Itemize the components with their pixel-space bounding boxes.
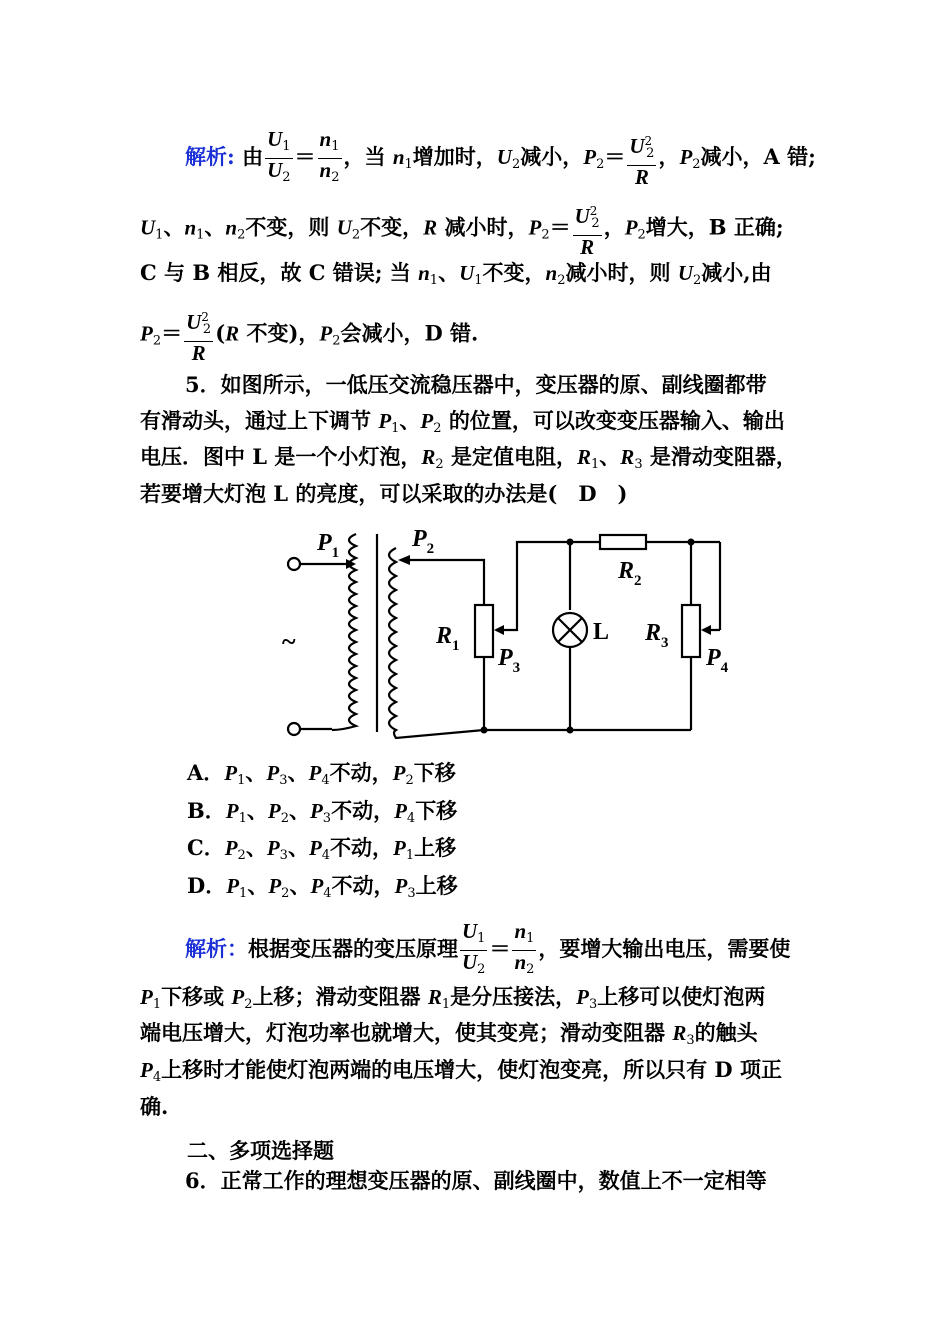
- q5-analysis-line-5: 确.: [140, 1094, 169, 1119]
- label-p3: $P_3$: [498, 645, 521, 676]
- input-terminal-top: [288, 558, 300, 570]
- fraction-u1-u2: $\frac{U_1}{U_2}$: [267, 127, 291, 185]
- fraction-n1-n2: $\frac{n_1}{n_2}$: [514, 919, 535, 977]
- q5-stem-line-3: 电压．图中 L 是一个小灯泡，$R_2$ 是定值电阻，$R_1$、$R_3$ 是滑动变阻器，: [140, 444, 797, 472]
- option-a[interactable]: A．$P_1$、$P_3$、$P_4$不动，$P_2$下移: [187, 760, 456, 788]
- q5-stem-line-1: 5．如图所示，一低压交流稳压器中，变压器的原、副线圈都带: [185, 372, 767, 397]
- label-ac-source: ~: [282, 627, 296, 656]
- fraction-u2sq-r: $\frac{U^2_2}{R}$: [573, 200, 602, 258]
- q5-stem-line-2: 有滑动头，通过上下调节 $P_1$、$P_2$ 的位置，可以改变变压器输入、输出: [140, 408, 785, 436]
- fraction-u1-u2: $\frac{U_1}{U_2}$: [462, 919, 486, 977]
- fraction-u2sq-r: $\frac{U^2_2}{R}$: [627, 130, 656, 188]
- input-terminal-bottom: [288, 723, 300, 735]
- label-r1: $R_1$: [436, 623, 460, 654]
- q6-stem-line-1: 6．正常工作的理想变压器的原、副线圈中，数值上不一定相等: [185, 1168, 767, 1193]
- label-lamp: L: [593, 619, 610, 645]
- circuit-diagram: [270, 520, 750, 750]
- q5-analysis-line-4: $P_4$上移时才能使灯泡两端的电压增大，使灯泡变亮，所以只有 D 项正: [140, 1057, 782, 1085]
- q4-analysis-line-4: $P_2=$ $\frac{U^2_2}{R}$ (R 不变)，$P_2$会减小，D 错.: [140, 306, 820, 364]
- analysis-label: 解析:: [185, 144, 235, 169]
- q4-analysis-line-3: C 与 B 相反，故 C 错误; 当 $n_1$、$U_1$不变，$n_2$减小时，则 $U_2$减小,由: [140, 260, 772, 288]
- fraction-u2sq-r: $\frac{U^2_2}{R}$: [184, 306, 213, 364]
- section-title: 二、多项选择题: [187, 1139, 334, 1163]
- label-p4: $P_4$: [706, 645, 729, 676]
- label-p2: $P_2$: [412, 526, 435, 557]
- option-d[interactable]: D．$P_1$、$P_2$、$P_4$不动，$P_3$上移: [187, 873, 458, 901]
- option-c[interactable]: C．$P_2$、$P_3$、$P_4$不动，$P_1$上移: [187, 835, 457, 863]
- option-b[interactable]: B．$P_1$、$P_2$、$P_3$不动，$P_4$下移: [187, 798, 458, 826]
- label-r3: $R_3$: [645, 620, 669, 651]
- q5-analysis-line-1: 解析：根据变压器的变压原理 $\frac{U_1}{U_2}$ ＝ $\frac{n_1}{n_2}$ ，要增大输出电压，需要使: [185, 920, 865, 981]
- r2-resistor: [600, 535, 646, 549]
- q5-analysis-line-2: $P_1$下移或 $P_2$上移；滑动变阻器 $R_1$是分压接法，$P_3$上移可以使灯泡两: [140, 984, 766, 1012]
- q4-analysis-line-2: $U_1$、$n_1$、$n_2$不变，则 $U_2$不变，R 减小时，$P_2=$ $\frac{U^2_2}{R}$ ，$P_2$增大，B 正确;: [140, 200, 820, 258]
- fraction-n1-n2: $\frac{n_1}{n_2}$: [319, 127, 340, 185]
- analysis-label: 解析：: [185, 936, 248, 961]
- r3-resistor: [682, 605, 700, 657]
- r1-resistor: [475, 605, 493, 657]
- label-p1: $P_1$: [317, 530, 340, 561]
- q5-analysis-line-3: 端电压增大，灯泡功率也就增大，使其变亮；滑动变阻器 $R_3$的触头: [140, 1020, 758, 1048]
- q5-stem-line-4: 若要增大灯泡 L 的亮度，可以采取的办法是( D ): [140, 481, 628, 506]
- label-r2: $R_2$: [618, 558, 642, 589]
- q4-analysis-line-1: 解析: 由 $\frac{U_1}{U_2}$ ＝ $\frac{n_1}{n_2}$ ，当 $n_1$增加时，$U_2$减小，$P_2=$ $\frac{U^2_2}{R}$ ，$P_2$减小，A 错;: [185, 127, 816, 189]
